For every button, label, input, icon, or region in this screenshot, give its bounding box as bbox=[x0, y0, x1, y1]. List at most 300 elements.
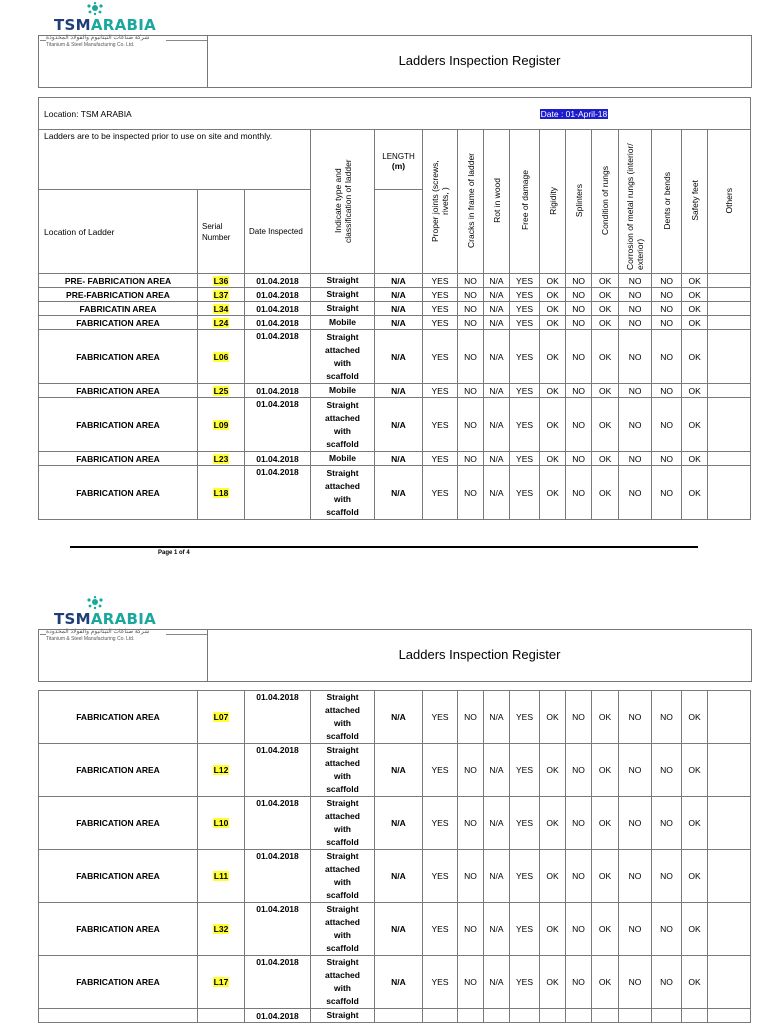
cell-splint bbox=[566, 1009, 592, 1023]
cell-splint: NO bbox=[566, 850, 592, 903]
header-proper-joints: Proper joints (screws, rivets, ) bbox=[423, 130, 458, 274]
table-row bbox=[39, 288, 751, 302]
cell-date: 01.04.2018 bbox=[245, 288, 311, 302]
cell-splint: NO bbox=[566, 797, 592, 850]
cell-others bbox=[708, 302, 751, 316]
cell-feet: OK bbox=[682, 316, 708, 330]
cell-feet: OK bbox=[682, 302, 708, 316]
cell-rungs: OK bbox=[592, 288, 619, 302]
cell-free: YES bbox=[510, 903, 540, 956]
logo-arabic-name: شركة صناعات التيتانيوم والفولاذ المحدودة bbox=[46, 35, 150, 41]
cell-free: YES bbox=[510, 330, 540, 384]
cell-joints: YES bbox=[423, 384, 458, 398]
cell-feet: OK bbox=[682, 797, 708, 850]
cell-rigid: OK bbox=[540, 466, 566, 520]
cell-date: 01.04.2018 bbox=[245, 797, 311, 850]
cell-corr: NO bbox=[619, 288, 652, 302]
cell-length: N/A bbox=[375, 288, 423, 302]
cell-date: 01.04.2018 bbox=[245, 691, 311, 744]
cell-corr: NO bbox=[619, 274, 652, 288]
table-row bbox=[39, 274, 751, 288]
cell-dents: NO bbox=[652, 691, 682, 744]
header-cracks: Cracks in frame of ladder bbox=[458, 130, 484, 274]
cell-type: Mobile bbox=[311, 452, 375, 466]
cell-cracks: NO bbox=[458, 797, 484, 850]
cell-rot: N/A bbox=[484, 330, 510, 384]
cell-dents: NO bbox=[652, 452, 682, 466]
table-row bbox=[39, 398, 751, 452]
cell-splint: NO bbox=[566, 330, 592, 384]
inspection-table-page2 bbox=[38, 690, 751, 1023]
cell-corr: NO bbox=[619, 384, 652, 398]
cell-others bbox=[708, 452, 751, 466]
cell-cracks: NO bbox=[458, 744, 484, 797]
cell-splint: NO bbox=[566, 956, 592, 1009]
table-row bbox=[39, 316, 751, 330]
logo-english-name: Titanium & Steel Manufacturing Co. Ltd. bbox=[46, 636, 135, 642]
cell-cracks: NO bbox=[458, 384, 484, 398]
cell-feet: OK bbox=[682, 691, 708, 744]
cell-date: 01.04.2018 bbox=[245, 398, 311, 452]
cell-dents: NO bbox=[652, 398, 682, 452]
cell-dents: NO bbox=[652, 956, 682, 1009]
cell-type: Straight attached with scaffold bbox=[311, 903, 375, 956]
cell-dents: NO bbox=[652, 330, 682, 384]
cell-rungs: OK bbox=[592, 452, 619, 466]
cell-dents: NO bbox=[652, 288, 682, 302]
cell-cracks bbox=[458, 1009, 484, 1023]
cell-corr: NO bbox=[619, 330, 652, 384]
cell-location: FABRICATION AREA bbox=[39, 398, 198, 452]
cell-feet: OK bbox=[682, 452, 708, 466]
cell-date: 01.04.2018 bbox=[245, 452, 311, 466]
header-length-blank bbox=[375, 190, 423, 274]
cell-feet: OK bbox=[682, 274, 708, 288]
cell-location: FABRICATION AREA bbox=[39, 797, 198, 850]
cell-serial: L18 bbox=[198, 466, 245, 520]
cell-splint: NO bbox=[566, 288, 592, 302]
logo-wordmark: TSMARABIA bbox=[54, 16, 157, 34]
cell-type: Straight attached with scaffold bbox=[311, 398, 375, 452]
cell-rungs: OK bbox=[592, 302, 619, 316]
cell-others bbox=[708, 691, 751, 744]
cell-type: Straight attached with scaffold bbox=[311, 956, 375, 1009]
cell-rungs: OK bbox=[592, 744, 619, 797]
cell-serial: L07 bbox=[198, 691, 245, 744]
cell-rot bbox=[484, 1009, 510, 1023]
cell-dents: NO bbox=[652, 903, 682, 956]
cell-rungs: OK bbox=[592, 384, 619, 398]
cell-joints: YES bbox=[423, 316, 458, 330]
cell-rigid: OK bbox=[540, 288, 566, 302]
cell-rigid: OK bbox=[540, 452, 566, 466]
cell-joints: YES bbox=[423, 274, 458, 288]
cell-rigid: OK bbox=[540, 797, 566, 850]
table-row bbox=[39, 744, 751, 797]
cell-type: Straight bbox=[311, 1009, 375, 1023]
cell-serial: L11 bbox=[198, 850, 245, 903]
cell-corr: NO bbox=[619, 398, 652, 452]
logo-arabic-name: شركة صناعات التيتانيوم والفولاذ المحدودة bbox=[46, 629, 150, 635]
cell-rigid: OK bbox=[540, 330, 566, 384]
cell-joints: YES bbox=[423, 956, 458, 1009]
cell-cracks: NO bbox=[458, 288, 484, 302]
table-row bbox=[39, 903, 751, 956]
cell-cracks: NO bbox=[458, 302, 484, 316]
cell-free: YES bbox=[510, 797, 540, 850]
cell-free: YES bbox=[510, 744, 540, 797]
cell-date: 01.04.2018 bbox=[245, 302, 311, 316]
cell-location bbox=[39, 1009, 198, 1023]
table-row bbox=[39, 384, 751, 398]
cell-rigid: OK bbox=[540, 384, 566, 398]
cell-location: FABRICATION AREA bbox=[39, 384, 198, 398]
page2-rows bbox=[39, 691, 751, 1023]
cell-location: FABRICATION AREA bbox=[39, 850, 198, 903]
cell-rungs: OK bbox=[592, 956, 619, 1009]
cell-length: N/A bbox=[375, 274, 423, 288]
cell-serial: L32 bbox=[198, 903, 245, 956]
title-box bbox=[38, 35, 752, 88]
header-safety-feet: Safety feet bbox=[682, 130, 708, 274]
cell-serial bbox=[198, 1009, 245, 1023]
table-row bbox=[39, 302, 751, 316]
cell-rungs: OK bbox=[592, 274, 619, 288]
cell-rigid: OK bbox=[540, 274, 566, 288]
cell-location: FABRICATION AREA bbox=[39, 691, 198, 744]
cell-type: Straight attached with scaffold bbox=[311, 466, 375, 520]
cell-rungs: OK bbox=[592, 691, 619, 744]
cell-splint: NO bbox=[566, 302, 592, 316]
cell-dents: NO bbox=[652, 302, 682, 316]
cell-others bbox=[708, 744, 751, 797]
cell-joints: YES bbox=[423, 398, 458, 452]
cell-feet: OK bbox=[682, 398, 708, 452]
cell-type: Straight attached with scaffold bbox=[311, 330, 375, 384]
cell-location: FABRICATION AREA bbox=[39, 330, 198, 384]
cell-joints: YES bbox=[423, 691, 458, 744]
table-row bbox=[39, 1009, 751, 1023]
cell-splint: NO bbox=[566, 903, 592, 956]
cell-type: Straight bbox=[311, 274, 375, 288]
cell-serial: L10 bbox=[198, 797, 245, 850]
cell-rigid: OK bbox=[540, 956, 566, 1009]
cell-serial: L06 bbox=[198, 330, 245, 384]
cell-free: YES bbox=[510, 302, 540, 316]
cell-length: N/A bbox=[375, 850, 423, 903]
cell-free: YES bbox=[510, 384, 540, 398]
cell-date: 01.04.2018 bbox=[245, 850, 311, 903]
cell-others bbox=[708, 466, 751, 520]
cell-rigid: OK bbox=[540, 302, 566, 316]
cell-feet: OK bbox=[682, 330, 708, 384]
cell-type: Straight bbox=[311, 302, 375, 316]
cell-rigid: OK bbox=[540, 691, 566, 744]
cell-cracks: NO bbox=[458, 330, 484, 384]
cell-location: PRE-FABRICATION AREA bbox=[39, 288, 198, 302]
cell-joints: YES bbox=[423, 903, 458, 956]
cell-length: N/A bbox=[375, 316, 423, 330]
table-row bbox=[39, 956, 751, 1009]
cell-cracks: NO bbox=[458, 850, 484, 903]
cell-length: N/A bbox=[375, 466, 423, 520]
cell-joints: YES bbox=[423, 466, 458, 520]
cell-feet: OK bbox=[682, 384, 708, 398]
cell-rot: N/A bbox=[484, 302, 510, 316]
cell-rot: N/A bbox=[484, 956, 510, 1009]
cell-location: PRE- FABRICATION AREA bbox=[39, 274, 198, 288]
cell-length: N/A bbox=[375, 330, 423, 384]
cell-others bbox=[708, 274, 751, 288]
cell-feet: OK bbox=[682, 744, 708, 797]
cell-splint: NO bbox=[566, 384, 592, 398]
cell-dents: NO bbox=[652, 316, 682, 330]
cell-others bbox=[708, 384, 751, 398]
cell-serial: L09 bbox=[198, 398, 245, 452]
cell-dents: NO bbox=[652, 744, 682, 797]
cell-corr: NO bbox=[619, 744, 652, 797]
cell-rungs: OK bbox=[592, 316, 619, 330]
header-condition-rungs: Condition of rungs bbox=[592, 130, 619, 274]
cell-free: YES bbox=[510, 850, 540, 903]
cell-corr: NO bbox=[619, 316, 652, 330]
cell-cracks: NO bbox=[458, 956, 484, 1009]
cell-rot: N/A bbox=[484, 744, 510, 797]
cell-free: YES bbox=[510, 288, 540, 302]
cell-joints: YES bbox=[423, 288, 458, 302]
cell-rot: N/A bbox=[484, 466, 510, 520]
cell-date: 01.04.2018 bbox=[245, 274, 311, 288]
cell-rot: N/A bbox=[484, 316, 510, 330]
cell-cracks: NO bbox=[458, 466, 484, 520]
header-dents: Dents or bends bbox=[652, 130, 682, 274]
cell-serial: L34 bbox=[198, 302, 245, 316]
cell-corr: NO bbox=[619, 956, 652, 1009]
cell-joints: YES bbox=[423, 797, 458, 850]
cell-type: Straight attached with scaffold bbox=[311, 797, 375, 850]
cell-location: FABRICATION AREA bbox=[39, 956, 198, 1009]
cell-rigid bbox=[540, 1009, 566, 1023]
cell-date: 01.04.2018 bbox=[245, 956, 311, 1009]
cell-free: YES bbox=[510, 466, 540, 520]
cell-type: Straight attached with scaffold bbox=[311, 850, 375, 903]
header-location-of-ladder: Location of Ladder bbox=[39, 190, 198, 274]
cell-rigid: OK bbox=[540, 316, 566, 330]
cell-date: 01.04.2018 bbox=[245, 316, 311, 330]
cell-rot: N/A bbox=[484, 691, 510, 744]
cell-length: N/A bbox=[375, 903, 423, 956]
page1-rows bbox=[39, 274, 751, 520]
cell-others bbox=[708, 850, 751, 903]
cell-rigid: OK bbox=[540, 744, 566, 797]
cell-cracks: NO bbox=[458, 398, 484, 452]
logo-wordmark: TSMARABIA bbox=[54, 610, 157, 628]
cell-rungs: OK bbox=[592, 466, 619, 520]
cell-splint: NO bbox=[566, 466, 592, 520]
cell-location: FABRICATION AREA bbox=[39, 316, 198, 330]
cell-length: N/A bbox=[375, 691, 423, 744]
cell-cracks: NO bbox=[458, 903, 484, 956]
cell-corr bbox=[619, 1009, 652, 1023]
cell-serial: L25 bbox=[198, 384, 245, 398]
header-rigidity: Rigidity bbox=[540, 130, 566, 274]
cell-location: FABRICATION AREA bbox=[39, 903, 198, 956]
cell-feet: OK bbox=[682, 466, 708, 520]
cell-corr: NO bbox=[619, 850, 652, 903]
title-box-page2 bbox=[38, 629, 752, 682]
inspection-table-page1 bbox=[38, 97, 751, 520]
cell-corr: NO bbox=[619, 302, 652, 316]
cell-free: YES bbox=[510, 274, 540, 288]
cell-rungs: OK bbox=[592, 903, 619, 956]
cell-length: N/A bbox=[375, 744, 423, 797]
cell-others bbox=[708, 398, 751, 452]
cell-serial: L23 bbox=[198, 452, 245, 466]
cell-joints: YES bbox=[423, 452, 458, 466]
cell-free bbox=[510, 1009, 540, 1023]
cell-corr: NO bbox=[619, 797, 652, 850]
header-serial-number: Serial Number bbox=[198, 190, 245, 274]
header-corrosion: Corrosion of metal rungs (interior/ exterior) bbox=[619, 130, 652, 274]
cell-location: FABRICATION AREA bbox=[39, 466, 198, 520]
cell-rungs: OK bbox=[592, 797, 619, 850]
cell-splint: NO bbox=[566, 744, 592, 797]
cell-date: 01.04.2018 bbox=[245, 744, 311, 797]
cell-length: N/A bbox=[375, 384, 423, 398]
cell-type: Straight attached with scaffold bbox=[311, 691, 375, 744]
cell-joints: YES bbox=[423, 744, 458, 797]
cell-splint: NO bbox=[566, 452, 592, 466]
cell-location: FABRICATIN AREA bbox=[39, 302, 198, 316]
cell-length: N/A bbox=[375, 302, 423, 316]
cell-type: Mobile bbox=[311, 384, 375, 398]
table-row bbox=[39, 330, 751, 384]
cell-rigid: OK bbox=[540, 398, 566, 452]
header-splinters: Splinters bbox=[566, 130, 592, 274]
cell-others bbox=[708, 956, 751, 1009]
header-free-damage: Free of damage bbox=[510, 130, 540, 274]
cell-free: YES bbox=[510, 398, 540, 452]
cell-rot: N/A bbox=[484, 384, 510, 398]
table-row bbox=[39, 466, 751, 520]
cell-others bbox=[708, 316, 751, 330]
cell-length: N/A bbox=[375, 797, 423, 850]
cell-length: N/A bbox=[375, 452, 423, 466]
cell-rot: N/A bbox=[484, 398, 510, 452]
cell-location: FABRICATION AREA bbox=[39, 744, 198, 797]
cell-serial: L37 bbox=[198, 288, 245, 302]
cell-dents: NO bbox=[652, 274, 682, 288]
cell-free: YES bbox=[510, 452, 540, 466]
cell-cracks: NO bbox=[458, 316, 484, 330]
cell-dents: NO bbox=[652, 850, 682, 903]
cell-corr: NO bbox=[619, 452, 652, 466]
table-row bbox=[39, 691, 751, 744]
cell-splint: NO bbox=[566, 398, 592, 452]
cell-serial: L12 bbox=[198, 744, 245, 797]
cell-rungs: OK bbox=[592, 330, 619, 384]
cell-rigid: OK bbox=[540, 903, 566, 956]
cell-rungs: OK bbox=[592, 398, 619, 452]
cell-joints: YES bbox=[423, 330, 458, 384]
cell-feet: OK bbox=[682, 850, 708, 903]
cell-date: 01.04.2018 bbox=[245, 384, 311, 398]
cell-date: 01.04.2018 bbox=[245, 330, 311, 384]
cell-rigid: OK bbox=[540, 850, 566, 903]
page-separator bbox=[70, 546, 698, 548]
cell-rungs bbox=[592, 1009, 619, 1023]
table-row bbox=[39, 797, 751, 850]
page-number: Page 1 of 4 bbox=[158, 550, 190, 556]
cell-length: N/A bbox=[375, 398, 423, 452]
cell-splint: NO bbox=[566, 274, 592, 288]
header-date-inspected: Date Inspected bbox=[245, 190, 311, 274]
cell-feet: OK bbox=[682, 903, 708, 956]
cell-rot: N/A bbox=[484, 452, 510, 466]
cell-others bbox=[708, 330, 751, 384]
cell-location: FABRICATION AREA bbox=[39, 452, 198, 466]
cell-corr: NO bbox=[619, 903, 652, 956]
cell-date: 01.04.2018 bbox=[245, 1009, 311, 1023]
cell-rot: N/A bbox=[484, 288, 510, 302]
cell-feet bbox=[682, 1009, 708, 1023]
cell-cracks: NO bbox=[458, 274, 484, 288]
cell-feet: OK bbox=[682, 956, 708, 1009]
cell-date: 01.04.2018 bbox=[245, 903, 311, 956]
cell-joints bbox=[423, 1009, 458, 1023]
cell-rot: N/A bbox=[484, 797, 510, 850]
cell-rot: N/A bbox=[484, 903, 510, 956]
cell-cracks: NO bbox=[458, 691, 484, 744]
cell-corr: NO bbox=[619, 466, 652, 520]
table-row bbox=[39, 452, 751, 466]
cell-others bbox=[708, 288, 751, 302]
cell-rot: N/A bbox=[484, 850, 510, 903]
page-title-page2: Ladders Inspection Register bbox=[398, 647, 561, 662]
cell-length: N/A bbox=[375, 956, 423, 1009]
location-label: Location: TSM ARABIA bbox=[39, 98, 540, 130]
instruction-text: Ladders are to be inspected prior to use on site and monthly. bbox=[39, 130, 311, 190]
header-length: LENGTH (m) bbox=[375, 130, 423, 190]
header-others: Others bbox=[708, 130, 751, 274]
cell-joints: YES bbox=[423, 302, 458, 316]
cell-serial: L36 bbox=[198, 274, 245, 288]
cell-length bbox=[375, 1009, 423, 1023]
logo-english-name: Titanium & Steel Manufacturing Co. Ltd. bbox=[46, 42, 135, 48]
cell-type: Straight attached with scaffold bbox=[311, 744, 375, 797]
header-rot: Rot in wood bbox=[484, 130, 510, 274]
cell-splint: NO bbox=[566, 691, 592, 744]
header-type: Indicate type and classification of ladder bbox=[311, 130, 375, 274]
cell-free: YES bbox=[510, 956, 540, 1009]
cell-rungs: OK bbox=[592, 850, 619, 903]
cell-type: Straight bbox=[311, 288, 375, 302]
cell-others bbox=[708, 797, 751, 850]
cell-dents: NO bbox=[652, 466, 682, 520]
cell-free: YES bbox=[510, 316, 540, 330]
cell-others bbox=[708, 1009, 751, 1023]
cell-corr: NO bbox=[619, 691, 652, 744]
cell-dents: NO bbox=[652, 384, 682, 398]
cell-joints: YES bbox=[423, 850, 458, 903]
cell-rot: N/A bbox=[484, 274, 510, 288]
cell-cracks: NO bbox=[458, 452, 484, 466]
cell-splint: NO bbox=[566, 316, 592, 330]
cell-others bbox=[708, 903, 751, 956]
cell-serial: L17 bbox=[198, 956, 245, 1009]
cell-date: 01.04.2018 bbox=[245, 466, 311, 520]
cell-dents bbox=[652, 1009, 682, 1023]
